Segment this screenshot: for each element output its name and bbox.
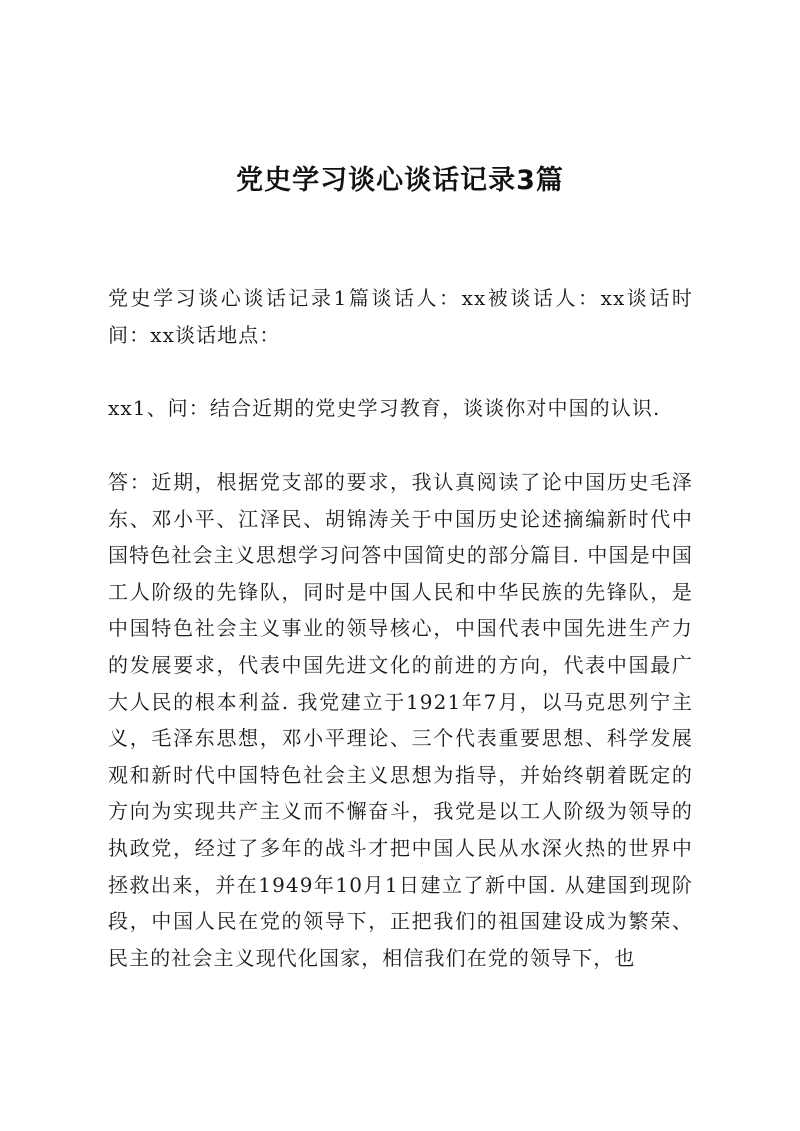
- paragraph-header-info: 党史学习谈心谈话记录1篇谈话人：xx被谈话人：xx谈话时间：xx谈话地点：: [108, 286, 693, 347]
- paragraph-answer: 答：近期，根据党支部的要求，我认真阅读了论中国历史毛泽东、邓小平、江泽民、胡锦涛关于中国历史论述摘编新时代中国特色社会主义思想学习问答中国简史的部分篇目. 中国是中国工人阶级的先锋队，同时是中国人民和中华民族的先锋队，是中国特色社会主义事业的领导核心，中国代表中国先进生产力的发展要求，代表中国先进文化的前进的方向，代表中国最广大人民的根本利益. 我党建立于1921年7月，以马克思列宁主义，毛泽东思想，邓小平理论、三个代表重要思想、科学发展观和新时代中国特色社会主义思想为指导，并始终朝着既定的方向为实现共产主义而不懈奋斗，我党是以工人阶级为领导的执政党，经过了多年的战斗才把中国人民从水深火热的世界中拯救出来，并在1949年10月1日建立了新中国. 从建国到现阶段，中国人民在党的领导下，正把我们的祖国建设成为繁荣、民主的社会主义现代化国家，相信我们在党的领导下，也: [108, 470, 693, 970]
- paragraph-question: xx1、问：结合近期的党史学习教育，谈谈你对中国的认识.: [108, 396, 661, 420]
- document-title: 党史学习谈心谈话记录3篇: [236, 165, 564, 196]
